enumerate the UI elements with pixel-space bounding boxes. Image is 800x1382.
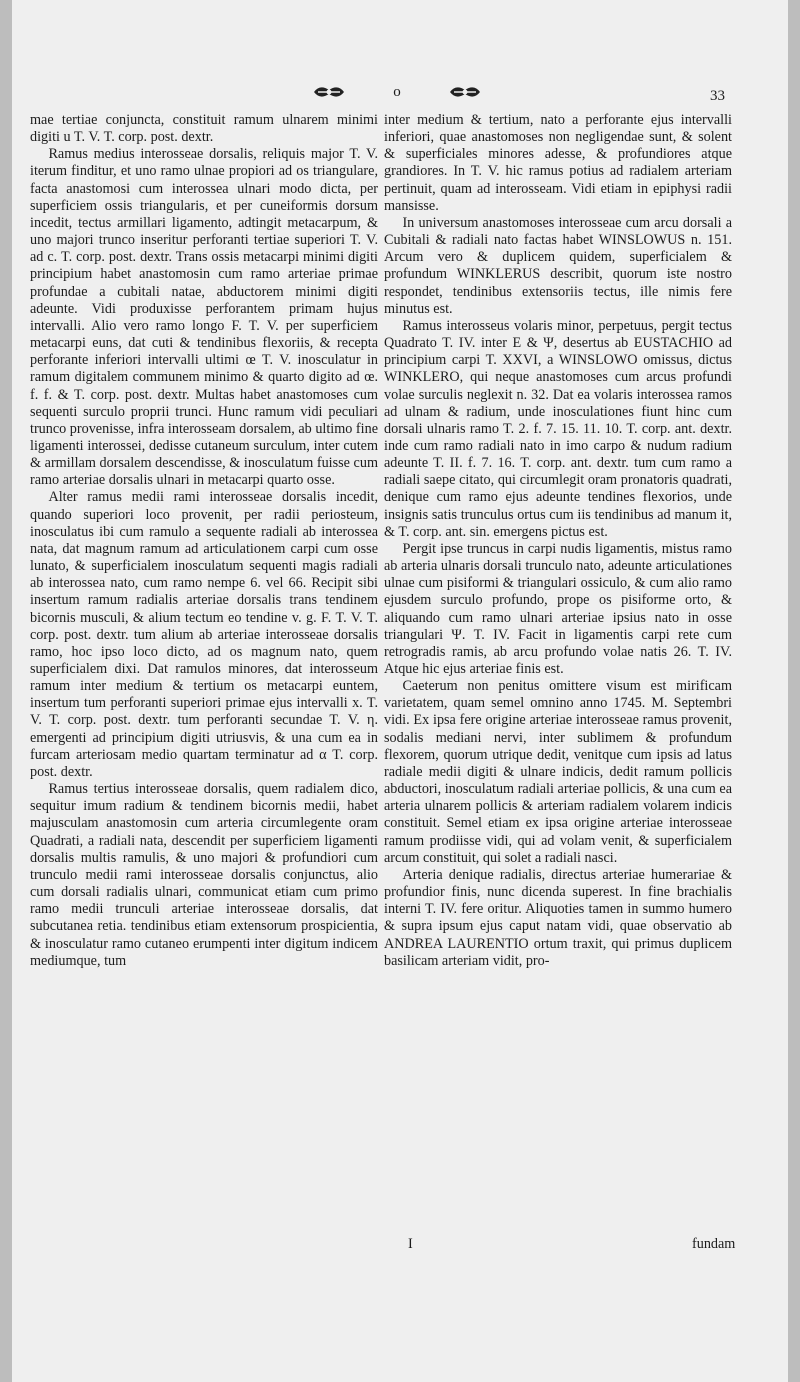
paragraph: Caeterum non penitus omittere visum est mirificam varietatem, quam semel omnino anno 1745. M. Septembri vidi. Ex ipsa fere origine arteriae interosseae ramus provenit, sodalis mediani nervi, inter sublimem & profundum flexorem, quorum utrique dedit, venitque cum ipsis ad latus radiale medii digiti & ulnare indicis, dedit ramum pollicis abductori, inosculatum radiali arteriae pollicis, & una cum ea arteria ulnarem pollicis & arteriam radialem volarem indicis constituit. Semel etiam ex ipsa origine arteriae interosseae ramum prodiisse vidi, qui ad volam venit, & superficialem arcum constituit, qui solet a radiali nasci. bbox=[384, 678, 732, 866]
left-fleuron-icon bbox=[312, 83, 346, 101]
right-fleuron-icon bbox=[448, 83, 482, 101]
paragraph: inter medium & tertium, nato a perforante ejus intervalli inferiori, quae anastomoses non negligendae sunt, & solent & superficiales minores adesse, & profundiores atque grandiores. In T. V. hic ramus potius ad radialem arteriam pertinuit, quam ad interosseam. Vidi etiam in epiphysi radii mansisse. bbox=[384, 112, 732, 214]
paragraph: Ramus interosseus volaris minor, perpetuus, pergit tectus Quadrato T. IV. inter E & Ψ, desertus ab EUSTACHIO ad principium carpi T. XXVI, a WINSLOWO omissus, dictus WINKLERO, qui neque anastomoses cum arcus profundi volae surculis neglexit n. 32. Dat ea volaris interossea ramos ad ulnam & radium, unde inosculationes fiunt hinc cum dorsali ulnaris ramo T. 2. f. 7. 15. 11. 10. T. corp. ant. dextr. inde cum ramo radiali nato in imo carpo & nudum radium adeunte T. II. f. 7. 16. T. corp. ant. dextr. tum cum ramo a radiali saepe citato, qui circumlegit oram pronatoris quadrati, denique cum ramo ejus adeunte tendines flexorios, unde insignis satis trunculus ortus cum iis tendinibus ad manum it, & T. corp. ant. sin. emergens pictus est. bbox=[384, 317, 732, 540]
catchword: fundam bbox=[692, 1236, 736, 1252]
paragraph: In universum anastomoses interosseae cum arcu dorsali a Cubitali & radiali nato factas habet WINSLOWUS n. 151. Arcum vero & duplicem quidem, superficialem & profundum WINKLERUS describit, quorum iste nostro respondet, tendinibus extensoriis tectus, ille nimis fere minutus est. bbox=[384, 214, 732, 317]
right-column bbox=[384, 112, 732, 970]
paragraph: Ramus medius interosseae dorsalis, reliquis major T. V. iterum finditur, et uno ramo ulnae propiori ad os triangulare, facta anastomosi cum interossea ulnari modo dicta, per superficiem ossis triangularis, et per cuneiformis dorsum incedit, tectus armillari ligamento, adtingit metacarpum, & uno majori trunco inseritur perforanti tertiae superiori T. V. ad c. T. corp. post. dextr. Trans ossis metacarpi minimi digiti principium habet anastomosin cum ramo arteriae primae profundae a cubitali natae, abductorem minimi digiti adeunte. Vidi produxisse perforantem primam hujus intervalli. Alio vero ramo longo F. T. V. per superficiem metacarpi euns, dat cuti & tendinibus flexoriis, & recepta perforante inferiori intervalli ultimi œ T. V. inosculatur in ramum digitalem communem minimo & quarto digito ad œ. f. f. & T. corp. post. dextr. Multas habet anastomoses cum sequenti surculo proprii trunci. Hunc ramum vidi peculiari trunco provenisse, infra interosseam dorsalem, ab ultimo fine ligamenti interossei, dedisse cutaneum surculum, inter cutem & armillam dorsalem descendisse, & inosculatum fuisse cum ramo arteriae dorsalis ulnari in metacarpi quarto osse. bbox=[30, 146, 378, 489]
paragraph: Ramus tertius interosseae dorsalis, quem radialem dico, sequitur imum radium & tendinem bicornis medii, habet majusculam anastomosin cum arteria circumlegente oram Quadrati, a radiali nata, descendit per superficiem ligamenti dorsalis multis ramulis, & uno majori & profundiori cum trunculo medii rami interosseae dorsalis conjunctus, alio cum dorsali radialis ulnari, communicat etiam cum primo ramo medii trunculi arteriae interosseae dorsalis, dat subcutanea retia. tendinibus etiam extensorum prospicientia, & inosculatur ramo cutaneo erumpenti inter digitum indicem mediumque, tum bbox=[30, 781, 378, 969]
paragraph: mae tertiae conjuncta, constituit ramum ulnarem minimi digiti u T. V. T. corp. post. dextr. bbox=[30, 112, 378, 146]
paragraph: Pergit ipse truncus in carpi nudis ligamentis, mistus ramo ab arteria ulnaris dorsali trunculo nato, adeunte articulationes ulnae cum pisiformi & triangulari ossiculo, & cum alio ramo ejusdem surculo profundo, prope os pisiforme orto, & aliquando cum ramo ulnari arteriae ipsius nato in osse triangulari Ψ. T. IV. Facit in ligamentis carpi rete cum retrogradis ramis, ab arcu profundo volae natis 26. T. IV. Atque hic ejus arteriae finis est. bbox=[384, 540, 732, 677]
header-ornament bbox=[312, 80, 482, 104]
ornament-center-glyph: o bbox=[393, 83, 401, 100]
book-page bbox=[12, 0, 788, 1382]
page-number: 33 bbox=[710, 88, 725, 104]
left-column bbox=[30, 112, 378, 970]
paragraph: Alter ramus medii rami interosseae dorsalis incedit, quando superiori loco provenit, per radii periosteum, inosculatus ibi cum ramulo a sequente radiali ab interossea nata, dat magnum ramum ad articulationem carpi cum osse lunato, & superficialem inosculatum sequenti magis radiali ab interossea nato, cum ramo nempe 6. vel 66. Recipit sibi insertum ramum radialis arteriae dorsalis trans tendinem bicornis musculi, & alium tectum eo tendine v. g. F. T. V. T. corp. post. dextr. tum alium ab arteriae interosseae dorsalis ramo, hoc ipso loco dicto, ad os magnum nato, quem superficialem dixi. Dat ramulos minores, dat interosseum ramum inter medium & tertium os metacarpi euntem, insertum tum perforanti superiori primae ejus intervalli x. T. V. T. corp. post. dextr. tum perforanti secundae T. V. η. emergenti ad principium digiti utriusvis, & una cum ea in furcam arteriosam medio quartam terminatur ad α T. corp. post. dextr. bbox=[30, 489, 378, 780]
signature-mark: I bbox=[408, 1236, 413, 1252]
paragraph: Arteria denique radialis, directus arteriae humerariae & profundior finis, nunc dicenda superest. In fine brachialis interni T. IV. fere oritur. Aliquoties tamen in summo humero & supra ipsum ejus caput natam vidi, quae observatio ab ANDREA LAURENTIO ortum traxit, qui primus duplicem basilicam arteriam vidit, pro- bbox=[384, 866, 732, 969]
